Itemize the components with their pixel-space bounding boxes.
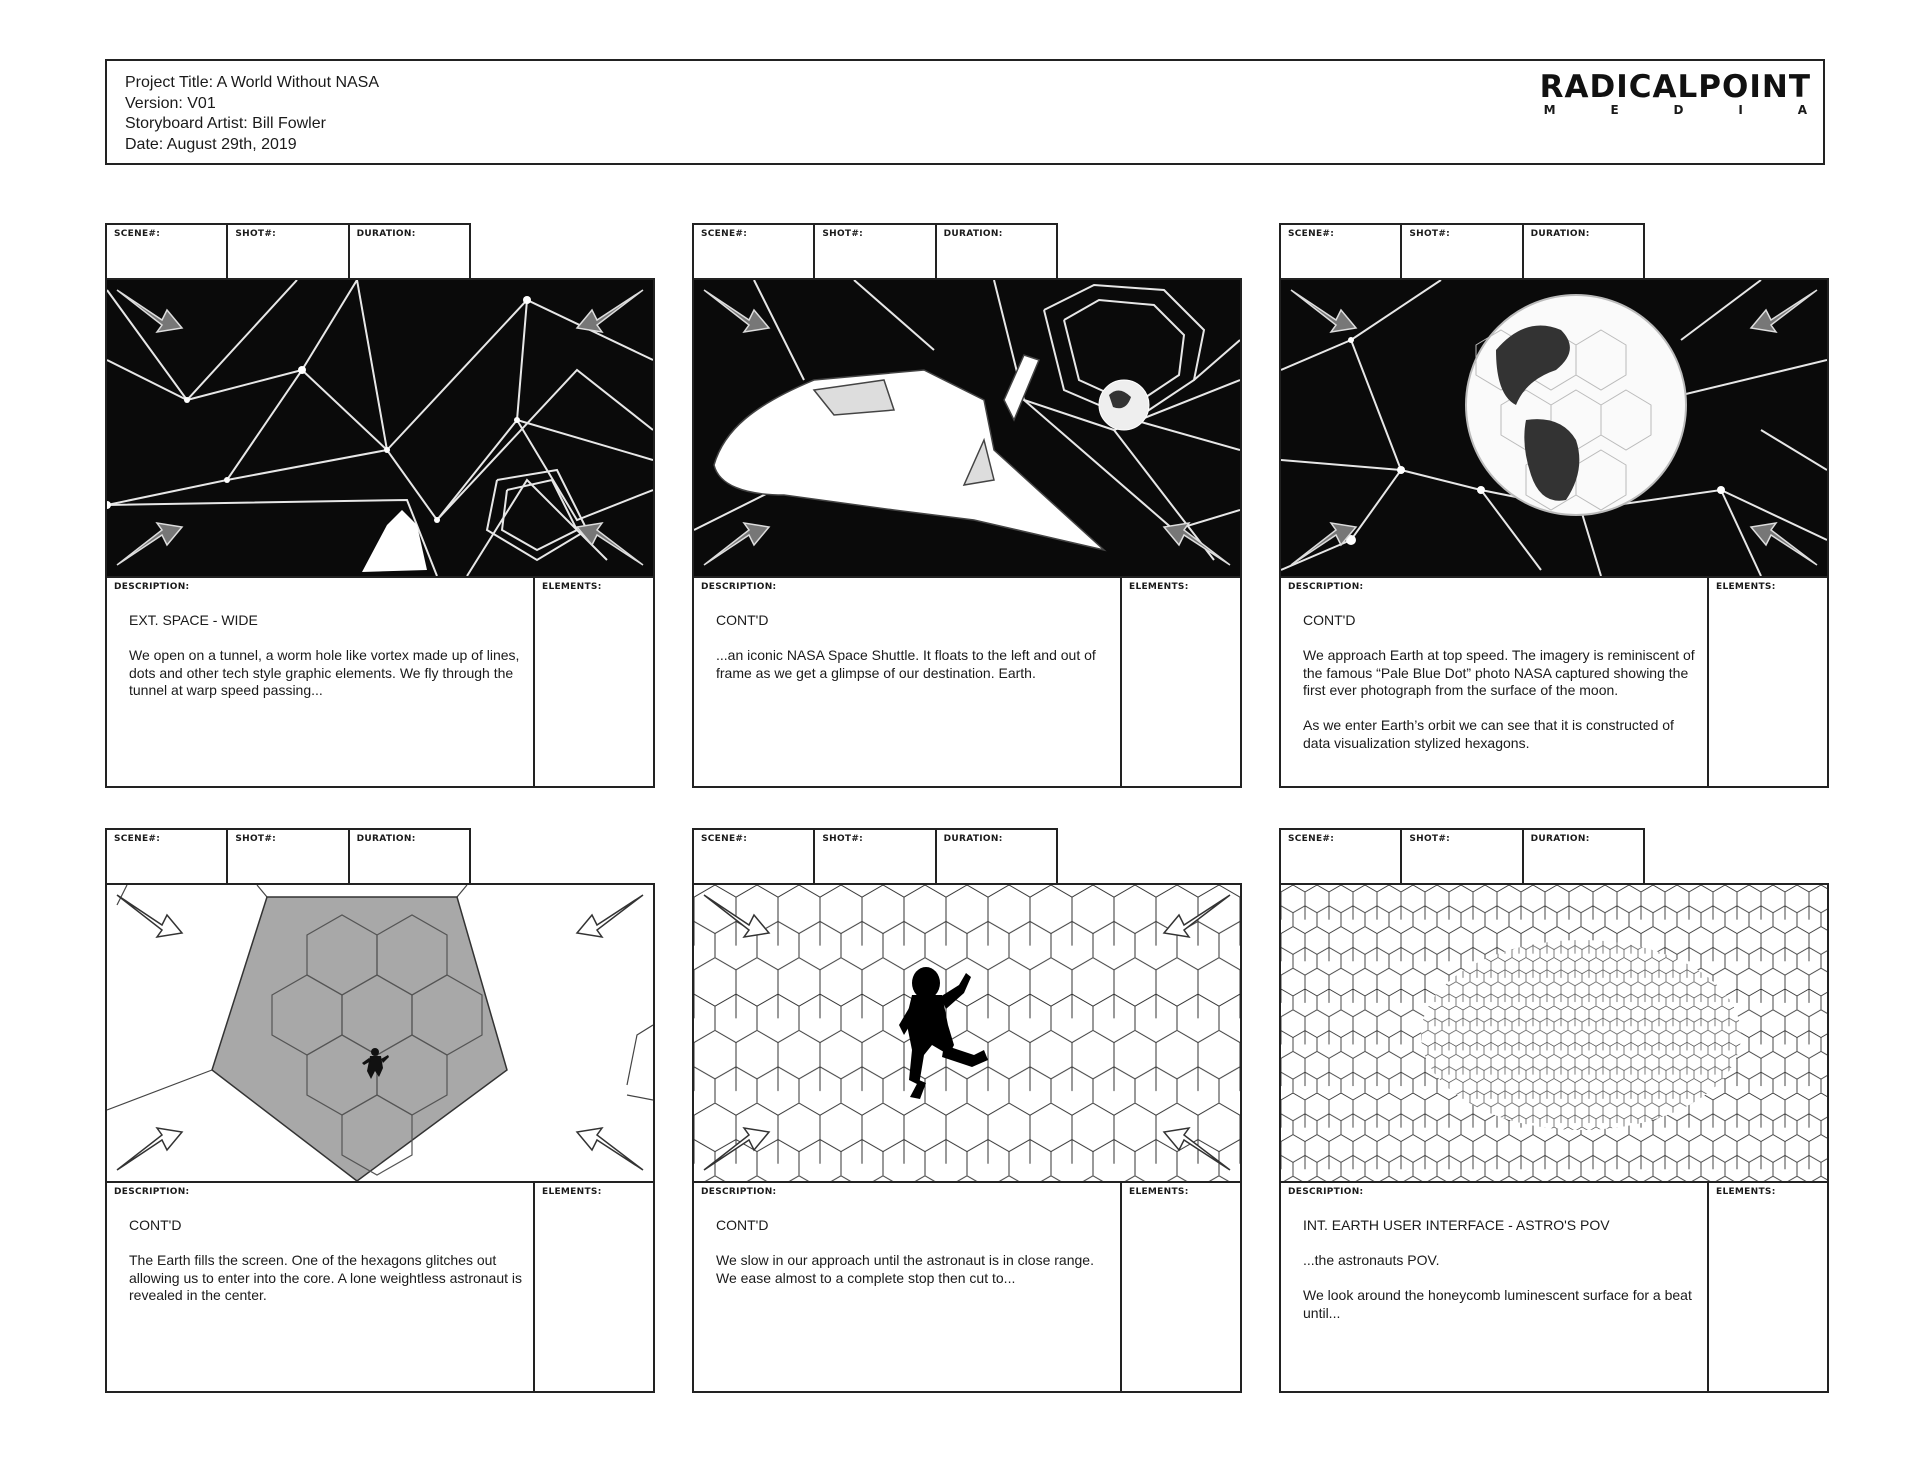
- description-text: [129, 612, 524, 717]
- radicalpoint-logo: [1540, 70, 1811, 117]
- date: Date: August 29th, 2019: [125, 135, 297, 153]
- scene-heading: CONT'D: [716, 1217, 769, 1233]
- storyboard-header: [105, 59, 1825, 165]
- duration-label: DURATION:: [943, 229, 1003, 239]
- panel-frame: [692, 278, 1242, 788]
- elements-box: [535, 578, 653, 786]
- scene-heading: EXT. SPACE - WIDE: [129, 612, 258, 628]
- storyboard-panel-5: [692, 828, 1242, 1393]
- panel-tabs: [692, 223, 1058, 278]
- shot-label: SHOT#:: [235, 229, 277, 239]
- duration-field[interactable]: [350, 830, 469, 883]
- logo-letter: A: [1797, 103, 1807, 117]
- elements-label: ELEMENTS:: [1129, 1187, 1189, 1197]
- description-paragraph: We slow in our approach until the astronaut is in close range. We ease almost to a complete stop then cut to...: [716, 1252, 1094, 1286]
- duration-field[interactable]: [350, 225, 469, 278]
- description-paragraph: We open on a tunnel, a worm hole like vortex made up of lines, dots and other tech style graphic elements. We fly through the tunnel at warp speed passing...: [129, 647, 520, 698]
- description-box: [1281, 1183, 1709, 1391]
- scene-label: SCENE#:: [1288, 229, 1335, 239]
- storyboard-panel-6: [1279, 828, 1829, 1393]
- project-meta: [125, 73, 379, 155]
- description-text: [1303, 1217, 1698, 1340]
- description-label: DESCRIPTION:: [701, 1187, 777, 1197]
- panel-tabs: [105, 828, 471, 883]
- shot-field[interactable]: [228, 225, 349, 278]
- scene-field[interactable]: [694, 225, 815, 278]
- panel-frame: [105, 278, 655, 788]
- elements-box: [1122, 578, 1240, 786]
- astronaut-honeycomb-sketch: [694, 885, 1240, 1183]
- shot-label: SHOT#:: [235, 834, 277, 844]
- description-box: [694, 578, 1122, 786]
- project-title: Project Title: A World Without NASA: [125, 74, 380, 91]
- shot-label: SHOT#:: [1409, 834, 1451, 844]
- duration-field[interactable]: [1524, 830, 1643, 883]
- panel-frame: [1279, 883, 1829, 1393]
- elements-label: ELEMENTS:: [1716, 582, 1776, 592]
- scene-label: SCENE#:: [701, 229, 748, 239]
- logo-letter: I: [1738, 103, 1743, 117]
- description-text: [129, 1217, 524, 1322]
- description-box: [107, 578, 535, 786]
- hexagon-core-astronaut-sketch: [107, 885, 653, 1183]
- panel-frame: [692, 883, 1242, 1393]
- scene-heading: CONT'D: [129, 1217, 182, 1233]
- storyboard-panel-4: [105, 828, 655, 1393]
- scene-label: SCENE#:: [114, 834, 161, 844]
- description-label: DESCRIPTION:: [114, 582, 190, 592]
- description-label: DESCRIPTION:: [1288, 1187, 1364, 1197]
- storyboard-panel-3: [1279, 223, 1829, 788]
- shot-label: SHOT#:: [1409, 229, 1451, 239]
- shot-label: SHOT#:: [822, 834, 864, 844]
- storyboard-panel-1: [105, 223, 655, 788]
- description-label: DESCRIPTION:: [1288, 582, 1364, 592]
- description-paragraph: ...an iconic NASA Space Shuttle. It floats to the left and out of frame as we get a glimpse of our destination. Earth.: [716, 647, 1096, 681]
- hexagon-earth-sketch: [1281, 280, 1827, 578]
- description-paragraph: The Earth fills the screen. One of the hexagons glitches out allowing us to enter into the core. A lone weightless astronaut is revealed in the center.: [129, 1252, 523, 1303]
- duration-label: DURATION:: [1530, 229, 1590, 239]
- storyboard-artist: Storyboard Artist: Bill Fowler: [125, 115, 326, 132]
- description-label: DESCRIPTION:: [114, 1187, 190, 1197]
- panel-frame: [1279, 278, 1829, 788]
- logo-letter: M: [1543, 103, 1556, 117]
- panel-tabs: [1279, 223, 1645, 278]
- description-paragraph: ...the astronauts POV.: [1303, 1252, 1440, 1268]
- shot-field[interactable]: [228, 830, 349, 883]
- description-paragraph: We approach Earth at top speed. The imagery is reminiscent of the famous “Pale Blue Dot” photo NASA captured showing the first ever photograph from the surface of the moon.: [1303, 647, 1695, 698]
- elements-box: [535, 1183, 653, 1391]
- scene-label: SCENE#:: [701, 834, 748, 844]
- description-paragraph: As we enter Earth’s orbit we can see that it is constructed of data visualization stylized hexagons.: [1303, 717, 1674, 751]
- shot-field[interactable]: [1402, 225, 1523, 278]
- duration-label: DURATION:: [943, 834, 1003, 844]
- panel-frame: [105, 883, 655, 1393]
- elements-label: ELEMENTS:: [542, 1187, 602, 1197]
- shot-field[interactable]: [815, 225, 936, 278]
- description-box: [107, 1183, 535, 1391]
- scene-heading: INT. EARTH USER INTERFACE - ASTRO'S POV: [1303, 1217, 1610, 1233]
- duration-field[interactable]: [937, 830, 1056, 883]
- storyboard-panel-2: [692, 223, 1242, 788]
- scene-field[interactable]: [1281, 830, 1402, 883]
- description-text: [716, 1217, 1111, 1305]
- logo-wordmark: RADICALPOINT: [1539, 69, 1811, 105]
- panel-tabs: [692, 828, 1058, 883]
- scene-heading: CONT'D: [1303, 612, 1356, 628]
- elements-box: [1709, 1183, 1827, 1391]
- logo-letter: D: [1673, 103, 1684, 117]
- elements-label: ELEMENTS:: [1716, 1187, 1776, 1197]
- scene-field[interactable]: [107, 830, 228, 883]
- description-paragraph: We look around the honeycomb luminescent surface for a beat until...: [1303, 1287, 1692, 1321]
- shot-label: SHOT#:: [822, 229, 864, 239]
- scene-label: SCENE#:: [1288, 834, 1335, 844]
- duration-label: DURATION:: [356, 229, 416, 239]
- duration-field[interactable]: [937, 225, 1056, 278]
- scene-field[interactable]: [107, 225, 228, 278]
- panel-tabs: [1279, 828, 1645, 883]
- elements-label: ELEMENTS:: [1129, 582, 1189, 592]
- description-box: [694, 1183, 1122, 1391]
- shot-field[interactable]: [815, 830, 936, 883]
- scene-label: SCENE#:: [114, 229, 161, 239]
- scene-field[interactable]: [1281, 225, 1402, 278]
- elements-label: ELEMENTS:: [542, 582, 602, 592]
- wormhole-tunnel-sketch: [107, 280, 653, 578]
- elements-box: [1709, 578, 1827, 786]
- duration-label: DURATION:: [356, 834, 416, 844]
- description-text: [716, 612, 1111, 700]
- logo-letter: E: [1610, 103, 1619, 117]
- space-shuttle-sketch: [694, 280, 1240, 578]
- scene-field[interactable]: [694, 830, 815, 883]
- panel-tabs: [105, 223, 471, 278]
- logo-subtitle: [1540, 104, 1811, 117]
- version: Version: V01: [125, 94, 216, 112]
- shot-field[interactable]: [1402, 830, 1523, 883]
- description-text: [1303, 612, 1698, 770]
- description-box: [1281, 578, 1709, 786]
- scene-heading: CONT'D: [716, 612, 769, 628]
- duration-label: DURATION:: [1530, 834, 1590, 844]
- description-label: DESCRIPTION:: [701, 582, 777, 592]
- honeycomb-pov-sketch: [1281, 885, 1827, 1183]
- elements-box: [1122, 1183, 1240, 1391]
- duration-field[interactable]: [1524, 225, 1643, 278]
